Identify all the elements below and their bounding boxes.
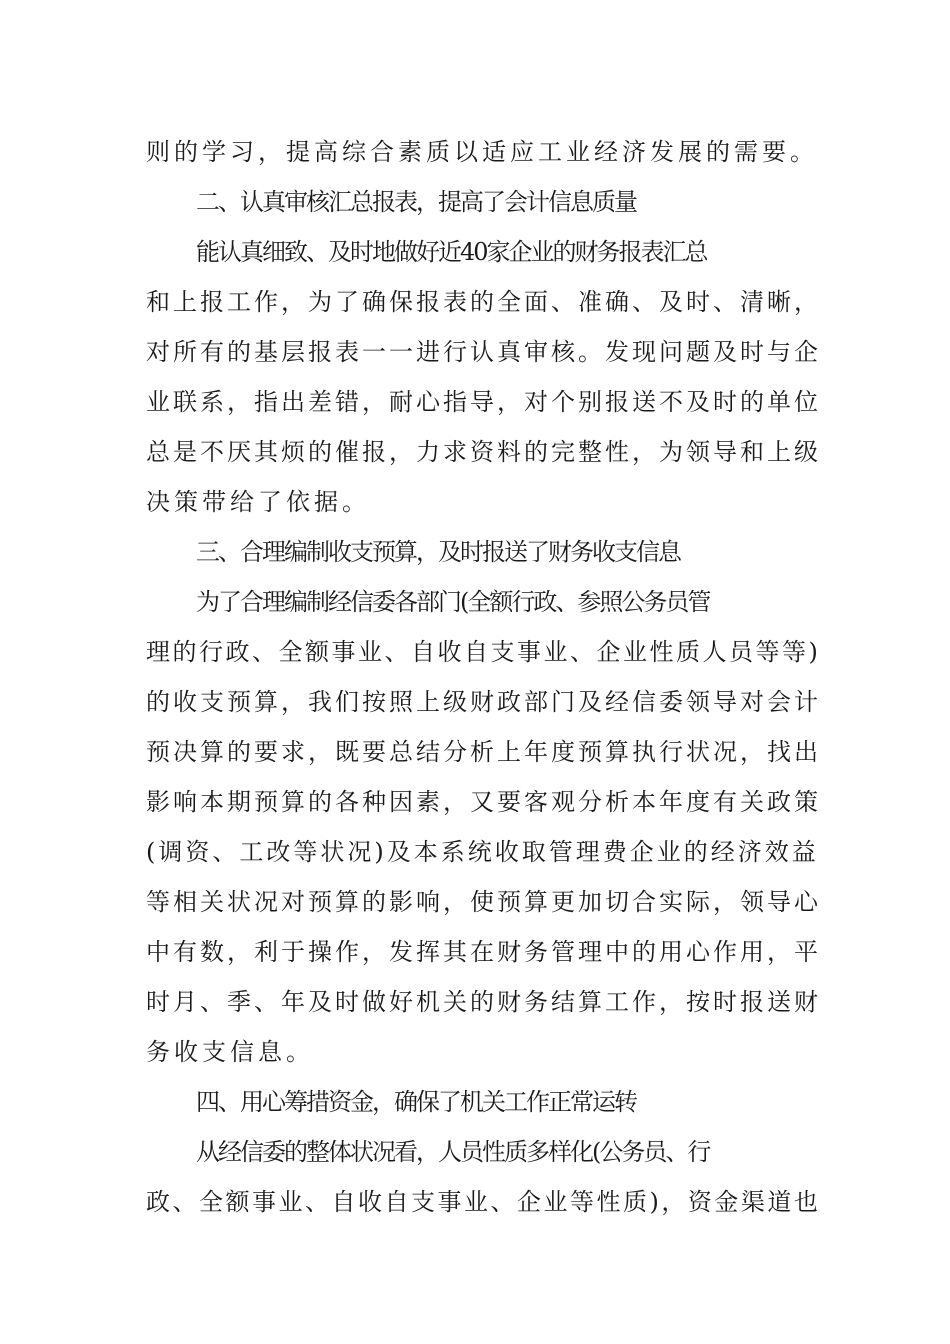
paragraph-line: 能认真细致、及时地做好近40家企业的财务报表汇总 <box>196 238 707 266</box>
paragraph-line: 影响本期预算的各种因素，又要客观分析本年度有关政策 <box>146 788 821 816</box>
paragraph-line: 业联系，指出差错，耐心指导，对个别报送不及时的单位 <box>146 388 821 416</box>
section-heading-3: 三、合理编制收支预算，及时报送了财务收支信息 <box>196 538 680 566</box>
paragraph-line: 理的行政、全额事业、自收自支事业、企业性质人员等等) <box>146 638 821 666</box>
paragraph-line: 总是不厌其烦的催报，力求资料的完整性，为领导和上级 <box>146 438 821 466</box>
paragraph-line: 和上报工作，为了确保报表的全面、准确、及时、清晰， <box>146 288 821 316</box>
paragraph-line: 预决算的要求，既要总结分析上年度预算执行状况，找出 <box>146 738 821 766</box>
paragraph-line: 的收支预算，我们按照上级财政部门及经信委领导对会计 <box>146 688 821 716</box>
paragraph-line: 从经信委的整体状况看，人员性质多样化(公务员、行 <box>196 1138 710 1166</box>
section-heading-2: 二、认真审核汇总报表，提高了会计信息质量 <box>196 188 636 216</box>
paragraph-line: 时月、季、年及时做好机关的财务结算工作，按时报送财 <box>146 988 821 1016</box>
paragraph-line: 则的学习，提高综合素质以适应工业经济发展的需要。 <box>146 138 818 166</box>
section-heading-4: 四、用心筹措资金，确保了机关工作正常运转 <box>196 1088 636 1116</box>
paragraph-line: 等相关状况对预算的影响，使预算更加切合实际，领导心 <box>146 888 821 916</box>
paragraph-line: 中有数，利于操作，发挥其在财务管理中的用心作用，平 <box>146 938 821 966</box>
paragraph-line: 政、全额事业、自收自支事业、企业等性质)，资金渠道也 <box>146 1188 821 1216</box>
paragraph-line: 决策带给了依据。 <box>146 488 370 516</box>
paragraph-line: 务收支信息。 <box>146 1038 314 1066</box>
paragraph-line: 对所有的基层报表一一进行认真审核。发现问题及时与企 <box>146 338 821 366</box>
paragraph-line: (调资、工改等状况)及本系统收取管理费企业的经济效益 <box>146 838 819 866</box>
paragraph-line: 为了合理编制经信委各部门(全额行政、参照公务员管 <box>196 588 710 616</box>
